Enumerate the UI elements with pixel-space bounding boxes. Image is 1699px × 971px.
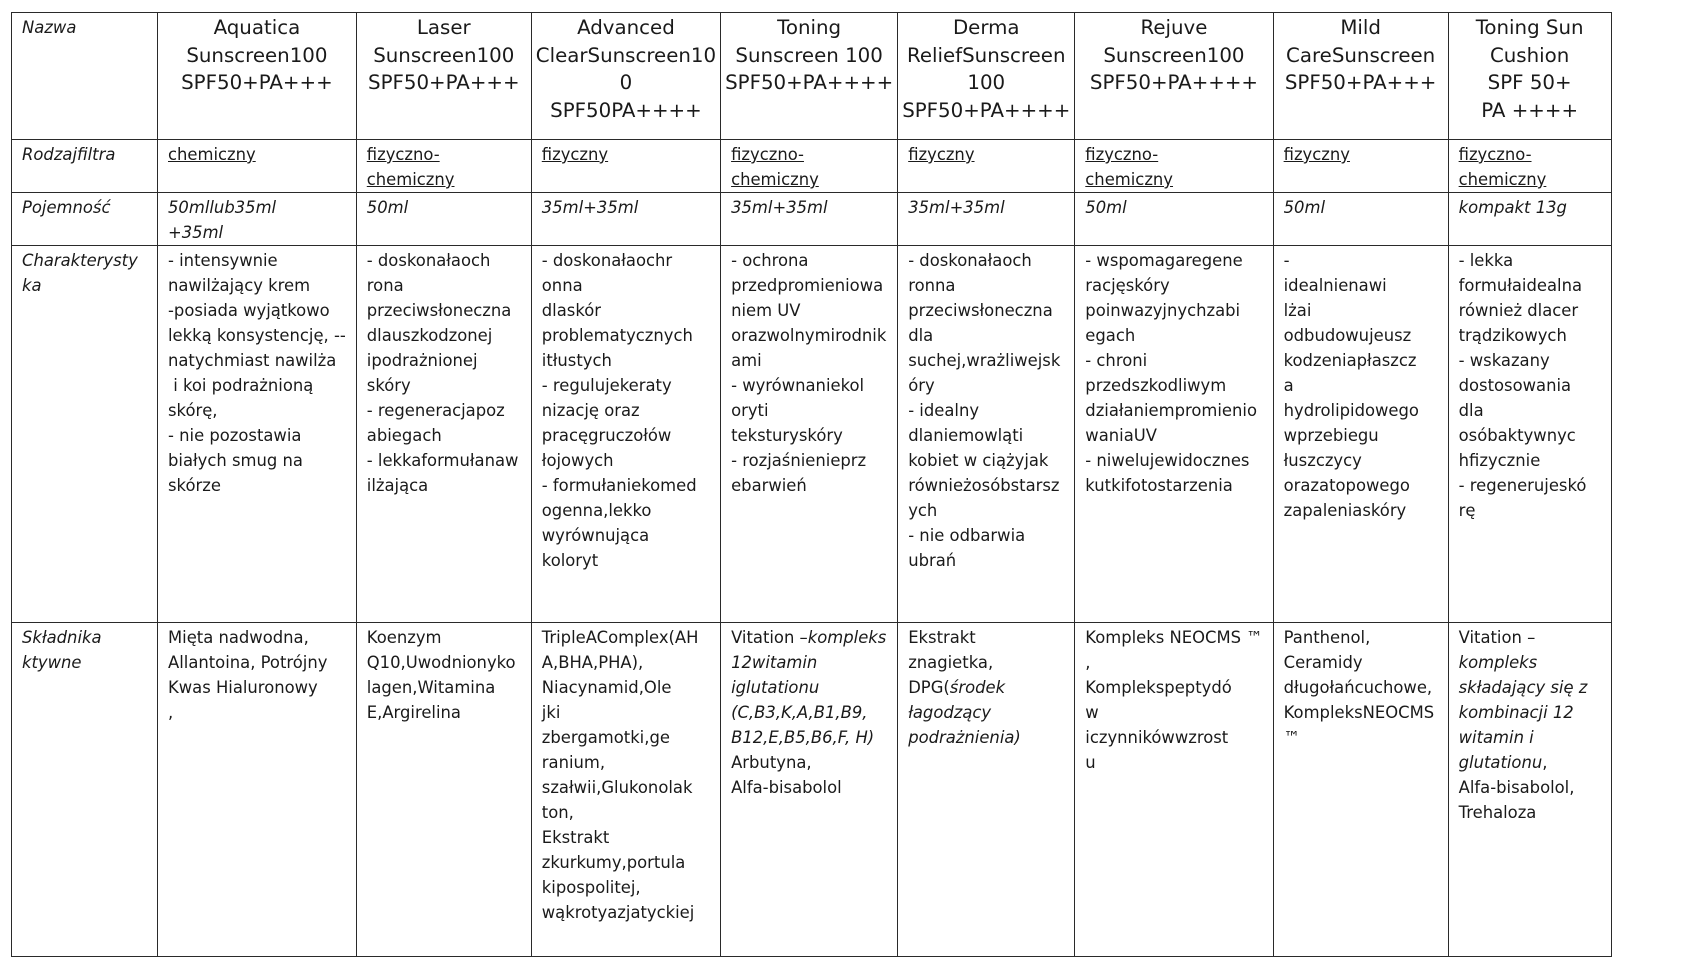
characteristics-line: racjęskóry: [1085, 276, 1170, 295]
ingredients-line: [731, 700, 887, 725]
row-label-characteristics: Charakterystyka: [12, 246, 158, 623]
ingredients-line: [908, 725, 1064, 750]
characteristics-line: zapaleniaskóry: [1283, 501, 1407, 520]
characteristics-line: - doskonałaochr: [541, 251, 673, 270]
characteristics-line: - regenerujeskó: [1458, 476, 1587, 495]
characteristics-cell: [531, 246, 720, 623]
ingredients-text: Trehaloza: [1458, 803, 1537, 822]
characteristics-line: ogenna,lekko: [541, 501, 652, 520]
product-name-cell: [531, 13, 720, 140]
filter-type-cell: [1075, 140, 1273, 193]
ingredients-line: ,: [168, 703, 174, 722]
name-line: Sunscreen100: [1103, 43, 1245, 67]
characteristics-line: wyrównująca: [541, 526, 650, 545]
ingredients-text: 12witamin: [731, 653, 818, 672]
name-line: SPF 50+: [1487, 71, 1572, 94]
product-name-cell: [1273, 13, 1448, 140]
ingredients-line: [731, 650, 887, 675]
characteristics-cell: [1075, 246, 1273, 623]
ingredients-line: w: [1085, 703, 1099, 722]
characteristics-line: orazatopowego: [1283, 476, 1410, 495]
capacity-line: 35ml+35ml: [541, 198, 639, 217]
characteristics-line: ebarwień: [731, 476, 807, 495]
ingredients-line: Panthenol,: [1283, 628, 1371, 647]
ingredients-line: zkurkumy,portula: [541, 853, 686, 872]
filter-type-cell: [721, 140, 898, 193]
capacity-line: 35ml+35ml: [908, 198, 1005, 217]
characteristics-line: przedszkodliwym: [1085, 376, 1227, 395]
characteristics-line: - regeneracjapoz: [366, 401, 505, 420]
name-line: CareSunscreen: [1286, 43, 1436, 67]
filter-type-cell: [898, 140, 1075, 193]
name-line: Sunscreen 100: [735, 43, 883, 67]
ingredients-text: iglutationu: [731, 678, 820, 697]
ingredients-line: KompleksNEOCMS: [1283, 703, 1435, 722]
capacity-cell: [1075, 193, 1273, 246]
characteristics-line: trądzikowych: [1458, 326, 1567, 345]
characteristics-line: - doskonałaoch: [366, 251, 491, 270]
product-name-cell: [1075, 13, 1273, 140]
characteristics-line: dlauszkodzonej: [366, 326, 493, 345]
ingredients-line: ™: [1283, 728, 1301, 747]
filter-line: fizyczny: [541, 145, 609, 164]
ingredients-text: kombinacji 12: [1458, 703, 1574, 722]
ingredients-line: [731, 750, 887, 775]
characteristics-line: dla: [1458, 401, 1484, 420]
characteristics-line: odbudowujeusz: [1283, 326, 1412, 345]
ingredients-line: [1459, 800, 1601, 825]
characteristics-line: skórze: [168, 476, 221, 495]
ingredients-line: Koenzym: [366, 628, 442, 647]
ingredients-line: [731, 775, 887, 800]
row-label-name: Nazwa: [12, 13, 158, 140]
characteristics-line: - regulujekeraty: [541, 376, 672, 395]
capacity-cell: [898, 193, 1075, 246]
characteristics-line: - nie pozostawia: [168, 426, 302, 445]
ingredients-line: długołańcuchowe,: [1283, 678, 1433, 697]
ingredients-line: TripleAComplex(AH: [541, 628, 699, 647]
ingredients-text: znagietka,: [908, 653, 994, 672]
ingredients-text: B12,E,B5,B6,F, H): [731, 728, 875, 747]
filter-type-cell: [158, 140, 357, 193]
capacity-cell: [158, 193, 357, 246]
characteristics-line: kobiet w ciążyjak: [908, 451, 1049, 470]
characteristics-line: równieżosóbstarsz: [908, 476, 1060, 495]
ingredients-text: kompleks: [1458, 653, 1538, 672]
characteristics-line: i koi podrażnioną: [168, 376, 314, 395]
characteristics-line: przeciwsłoneczna: [908, 301, 1053, 320]
filter-line: chemiczny: [731, 170, 819, 189]
row-active-ingredients: [12, 623, 1612, 957]
row-name: [12, 13, 1612, 140]
capacity-line: 50ml: [1283, 198, 1326, 217]
ingredients-line: Ceramidy: [1283, 653, 1363, 672]
characteristics-line: nizację oraz: [541, 401, 640, 420]
ingredients-line: [1459, 725, 1601, 750]
sunscreen-comparison-table: [11, 12, 1612, 957]
ingredients-cell: [1273, 623, 1448, 957]
characteristics-line: - doskonałaoch: [908, 251, 1032, 270]
product-name-cell: [721, 13, 898, 140]
characteristics-line: lekką konsystencję, --: [168, 326, 346, 345]
characteristics-line: - niwelujewidocznes: [1085, 451, 1250, 470]
product-comparison-document: [11, 12, 1612, 957]
name-line: Derma: [952, 16, 1020, 39]
ingredients-line: Mięta nadwodna,: [168, 628, 309, 647]
characteristics-line: idealnienawi: [1283, 276, 1387, 295]
characteristics-line: poinwazyjnychzabi: [1085, 301, 1241, 320]
filter-type-cell: [356, 140, 531, 193]
ingredients-text: glutationu: [1458, 753, 1543, 772]
name-line: Toning Sun: [1475, 16, 1584, 39]
ingredients-text: DPG(: [908, 678, 950, 697]
characteristics-line: formułaidealna: [1458, 276, 1583, 295]
ingredients-text: Alfa-bisabolol: [731, 778, 842, 797]
name-line: SPF50+PA++++: [902, 98, 1071, 122]
characteristics-line: ilżająca: [366, 476, 429, 495]
name-line: ClearSunscreen10: [535, 43, 717, 67]
filter-line: fizyczny: [1283, 145, 1350, 164]
characteristics-line: - ochrona: [731, 251, 809, 270]
capacity-cell: [1448, 193, 1611, 246]
characteristics-line: - nie odbarwia: [908, 526, 1026, 545]
ingredients-line: [908, 700, 1064, 725]
filter-line: chemiczny: [1458, 170, 1547, 189]
characteristics-line: łuszczycy: [1283, 451, 1362, 470]
characteristics-line: ubrań: [908, 551, 957, 570]
ingredients-text: Ekstrakt: [908, 628, 976, 647]
characteristics-line: teksturyskóry: [731, 426, 843, 445]
ingredients-line: ton,: [541, 803, 574, 822]
filter-line: fizyczno-: [366, 145, 440, 164]
capacity-cell: [1273, 193, 1448, 246]
capacity-line: +35ml: [168, 223, 224, 242]
ingredients-text: środek: [949, 678, 1006, 697]
characteristics-line: dlaskór: [541, 301, 601, 320]
ingredients-line: u: [1085, 753, 1096, 772]
ingredients-line: [908, 625, 1064, 650]
row-label-ingredients: [12, 623, 158, 957]
characteristics-line: nawilżający krem: [168, 276, 311, 295]
characteristics-line: - wyrównaniekol: [731, 376, 865, 395]
name-line: SPF50+PA+++: [181, 71, 333, 94]
characteristics-line: łojowych: [541, 451, 614, 470]
characteristics-line: ronna: [908, 276, 956, 295]
ingredients-line: wąkrotyazjatyckiej: [541, 903, 695, 922]
name-line: PA ++++: [1481, 98, 1579, 122]
filter-line: fizyczno-: [1085, 145, 1159, 164]
ingredients-line: Ekstrakt: [541, 828, 610, 847]
characteristics-line: oryti: [731, 401, 769, 420]
ingredients-line: szałwii,Glukonolak: [541, 778, 693, 797]
characteristics-line: orazwolnymirodnik: [731, 326, 887, 345]
ingredients-cell: [158, 623, 357, 957]
name-line: Toning: [777, 16, 842, 39]
characteristics-line: ami: [731, 351, 762, 370]
ingredients-text: Vitation –: [731, 628, 808, 647]
row-capacity: [12, 193, 1612, 246]
ingredients-cell: [1448, 623, 1611, 957]
ingredients-line: zbergamotki,ge: [541, 728, 670, 747]
characteristics-line: kodzeniapłaszcz: [1283, 351, 1417, 370]
characteristics-line: hfizycznie: [1458, 451, 1541, 470]
row-label-capacity: Pojemność: [12, 193, 158, 246]
characteristics-cell: [721, 246, 898, 623]
characteristics-line: a: [1283, 376, 1294, 395]
capacity-line: 50ml: [1085, 198, 1127, 217]
row-filter: [12, 140, 1612, 193]
ingredients-line: Q10,Uwodnionyko: [366, 653, 516, 672]
ingredients-line: [1459, 650, 1601, 675]
ingredients-line: lagen,Witamina: [366, 678, 496, 697]
capacity-line: 50mllub35ml: [168, 198, 277, 217]
ingredients-line: Kompleksрeptydó: [1085, 678, 1232, 697]
ingredients-line: [1459, 675, 1601, 700]
characteristics-line: skóry: [366, 376, 411, 395]
characteristics-line: - wspomagaregene: [1085, 251, 1243, 270]
name-line: Advanced: [577, 16, 675, 39]
ingredients-line: kipospolitej,: [541, 878, 641, 897]
name-line: Sunscreen100: [373, 43, 515, 67]
name-line: SPF50PA++++: [550, 98, 702, 122]
ingredients-text: (C,B3,K,A,B1,B9,: [731, 703, 868, 722]
ingredients-line: A,BHA,PHA),: [541, 653, 644, 672]
ingredients-line: [1459, 750, 1601, 775]
ingredients-line: Kompleks NEOCMS ™: [1085, 628, 1263, 647]
characteristics-line: dostosowania: [1458, 376, 1572, 395]
ingredients-line: jki: [541, 703, 561, 722]
characteristics-line: hydrolipidowego: [1283, 401, 1419, 420]
characteristics-line: - idealny: [908, 401, 980, 420]
capacity-cell: [356, 193, 531, 246]
ingredients-text: Vitation –: [1458, 628, 1536, 647]
characteristics-line: - wskazany: [1458, 351, 1550, 370]
product-name-cell: [356, 13, 531, 140]
characteristics-cell: [158, 246, 357, 623]
characteristics-line: wprzebiegu: [1283, 426, 1379, 445]
ingredients-line: Kwas Hialuronowy: [168, 678, 318, 697]
characteristics-line: waniaUV: [1085, 426, 1157, 445]
characteristics-line: itłustych: [541, 351, 612, 370]
characteristics-line: onna: [541, 276, 583, 295]
characteristics-line: przeciwsłoneczna: [366, 301, 512, 320]
ingredients-line: [1459, 700, 1601, 725]
capacity-cell: [721, 193, 898, 246]
ingredients-text: Arbutyna,: [731, 753, 812, 772]
ingredients-cell: [721, 623, 898, 957]
characteristics-line: - intensywnie: [168, 251, 278, 270]
ingredients-line: Niacynamid,Ole: [541, 678, 672, 697]
name-line: SPF50+PA++++: [725, 71, 894, 94]
ingredients-line: [731, 625, 887, 650]
filter-line: fizyczno-: [731, 145, 804, 164]
characteristics-line: białych smug na: [168, 451, 303, 470]
ingredients-text: witamin i: [1458, 728, 1534, 747]
name-line: SPF50+PA+++: [368, 71, 520, 94]
name-line: 0: [619, 71, 633, 94]
characteristics-line: - lekkaformułanaw: [366, 451, 519, 470]
characteristics-line: - chroni: [1085, 351, 1148, 370]
characteristics-line: -posiada wyjątkowo: [168, 301, 330, 320]
ingredients-text: składający się z: [1458, 678, 1588, 697]
capacity-line: 35ml+35ml: [731, 198, 828, 217]
ingredients-line: ,: [1085, 653, 1091, 672]
characteristics-line: - lekka: [1458, 251, 1514, 270]
capacity-line: kompakt 13g: [1458, 198, 1567, 217]
name-line: Sunscreen100: [186, 43, 328, 67]
ingredients-cell: [356, 623, 531, 957]
name-line: Cushion: [1489, 43, 1570, 67]
ingredients-text: podrażnienia): [908, 728, 1021, 747]
characteristics-line: - formułaniekomed: [541, 476, 697, 495]
characteristics-line: - rozjaśnienieprz: [731, 451, 867, 470]
characteristics-line: -: [1283, 251, 1290, 270]
characteristics-line: pracęgruczołów: [541, 426, 672, 445]
characteristics-line: problematycznych: [541, 326, 693, 345]
ingredients-text: łagodzący: [908, 703, 992, 722]
characteristics-line: kutkifotostarzenia: [1085, 476, 1233, 495]
filter-line: fizyczny: [908, 145, 975, 164]
product-name-cell: [898, 13, 1075, 140]
characteristics-line: rona: [366, 276, 404, 295]
filter-line: fizyczno-: [1458, 145, 1532, 164]
ingredients-cell: [1075, 623, 1273, 957]
product-name-cell: [158, 13, 357, 140]
filter-type-cell: [531, 140, 720, 193]
characteristics-line: koloryt: [541, 551, 599, 570]
ingredients-line: ranium,: [541, 753, 606, 772]
characteristics-line: lżai: [1283, 301, 1312, 320]
characteristics-cell: [356, 246, 531, 623]
product-name-cell: [1448, 13, 1611, 140]
ingredients-line: E,Argirelina: [366, 703, 461, 722]
name-line: ReliefSunscreen: [906, 43, 1066, 67]
characteristics-line: niem UV: [731, 301, 801, 320]
name-line: SPF50+PA++++: [1089, 71, 1259, 94]
name-line: 100: [967, 71, 1006, 94]
row-label-ingredients-line2: ktywne: [22, 653, 82, 672]
name-line: Laser: [416, 16, 471, 39]
name-line: Aquatica: [213, 16, 301, 39]
row-characteristics: [12, 246, 1612, 623]
ingredients-cell: [898, 623, 1075, 957]
name-line: Rejuve: [1140, 16, 1208, 39]
name-line: SPF50+PA+++: [1284, 71, 1437, 94]
ingredients-line: [1459, 775, 1601, 800]
characteristics-line: egach: [1085, 326, 1136, 345]
characteristics-line: również dlacer: [1458, 301, 1579, 320]
ingredients-text: Alfa-bisabolol,: [1458, 778, 1575, 797]
characteristics-line: ych: [908, 501, 938, 520]
ingredients-line: iczynnikówwzrost: [1085, 728, 1229, 747]
characteristics-line: skórę,: [168, 401, 218, 420]
row-label-ingredients-line1: Składnika: [22, 628, 102, 647]
filter-line: chemiczny: [366, 170, 455, 189]
characteristics-cell: [898, 246, 1075, 623]
row-label-filter: Rodzajfiltra: [12, 140, 158, 193]
characteristics-line: osóbaktywnyc: [1458, 426, 1576, 445]
ingredients-line: Allantoina, Potrójny: [168, 653, 328, 672]
filter-line: chemiczny: [1085, 170, 1174, 189]
filter-line: chemiczny: [168, 145, 256, 164]
ingredients-text: kompleks: [807, 628, 887, 647]
capacity-line: 50ml: [366, 198, 409, 217]
ingredients-line: [731, 675, 887, 700]
filter-type-cell: [1448, 140, 1611, 193]
characteristics-line: ipodrażnionej: [366, 351, 478, 370]
ingredients-cell: [531, 623, 720, 957]
characteristics-line: natychmiast nawilża: [168, 351, 337, 370]
ingredients-line: [1459, 625, 1601, 650]
name-line: Mild: [1340, 16, 1381, 39]
characteristics-line: działaniempromienio: [1085, 401, 1257, 420]
characteristics-cell: [1448, 246, 1611, 623]
characteristics-line: óry: [908, 376, 935, 395]
ingredients-line: [908, 675, 1064, 700]
characteristics-line: rę: [1458, 501, 1476, 520]
characteristics-line: dla: [908, 326, 934, 345]
characteristics-line: abiegach: [366, 426, 442, 445]
ingredients-line: [908, 650, 1064, 675]
ingredients-line: [731, 725, 887, 750]
characteristics-line: dlaniemowląti: [908, 426, 1024, 445]
characteristics-cell: [1273, 246, 1448, 623]
capacity-cell: [531, 193, 720, 246]
characteristics-line: suchej,wrażliwejsk: [908, 351, 1061, 370]
characteristics-line: przedpromieniowa: [731, 276, 884, 295]
ingredients-text: ,: [1542, 753, 1548, 772]
filter-type-cell: [1273, 140, 1448, 193]
